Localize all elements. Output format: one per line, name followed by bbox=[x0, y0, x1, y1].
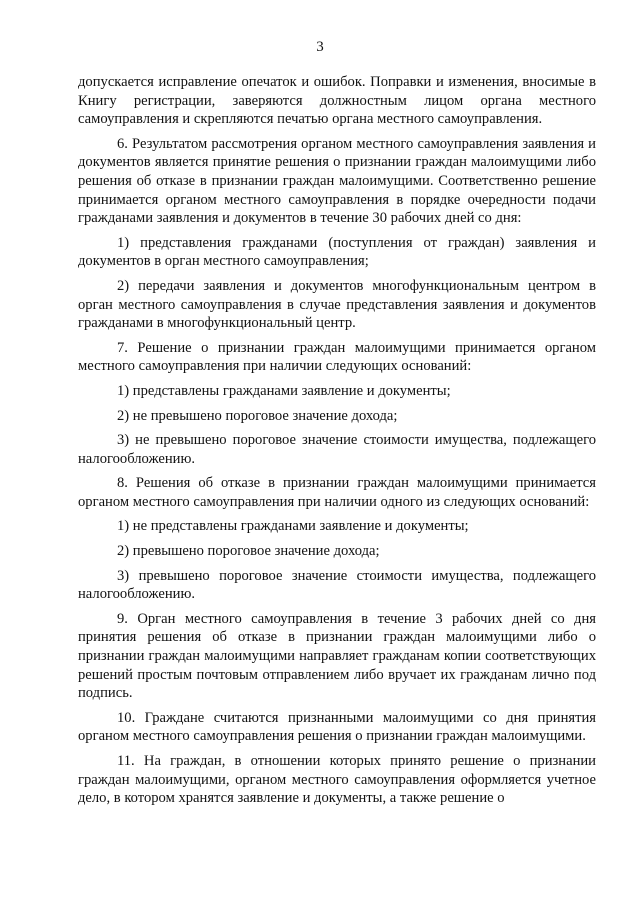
paragraph-item-6-sub-2: 2) передачи заявления и документов многофункциональным центром в орган местного самоуправления в случае представления заявления и документов гражданами в многофункциональный центр. bbox=[78, 277, 596, 332]
document-body bbox=[78, 73, 596, 814]
paragraph-item-6: 6. Результатом рассмотрения органом местного самоуправления заявления и документов является принятие решения о признании граждан малоимущими либо решения об отказе в признании граждан малоимущими. Соответственно решение принимается органом местного самоуправления в порядке очередности подачи гражданами заявления и документов в течение 30 рабочих дней со дня: bbox=[78, 135, 596, 227]
paragraph-item-7-sub-2: 2) не превышено пороговое значение дохода; bbox=[117, 407, 398, 424]
paragraph-item-10: 10. Граждане считаются признанными малоимущими со дня принятия органом местного самоуправления решения о признании граждан малоимущими. bbox=[78, 709, 596, 745]
paragraph-item-7: 7. Решение о признании граждан малоимущими принимается органом местного самоуправления при наличии следующих оснований: bbox=[78, 339, 596, 375]
paragraph-item-8-sub-1: 1) не представлены гражданами заявление и документы; bbox=[117, 518, 469, 535]
paragraph-item-8: 8. Решения об отказе в признании граждан малоимущими принимается органом местного самоуправления при наличии одного из следующих оснований: bbox=[78, 475, 596, 510]
page-number: 3 bbox=[316, 39, 324, 55]
paragraph-item-8-sub-2: 2) превышено пороговое значение дохода; bbox=[117, 543, 380, 560]
paragraph-continuation: допускается исправление опечаток и ошибок. Поправки и изменения, вносимые в Книгу регистрации, заверяются должностным лицом органа местного самоуправления и скрепляются печатью органа местного самоуправления. bbox=[78, 74, 596, 128]
paragraph-item-8-sub-3: 3) превышено пороговое значение стоимости имущества, подлежащего налогообложению. bbox=[78, 567, 596, 603]
paragraph-item-11: 11. На граждан, в отношении которых принято решение о признании граждан малоимущими, органом местного самоуправления оформляется учетное дело, в котором хранятся заявление и документы, а также решение о bbox=[78, 753, 596, 807]
paragraph-item-7-sub-3: 3) не превышено пороговое значение стоимости имущества, подлежащего налогообложению. bbox=[78, 432, 596, 467]
paragraph-item-9: 9. Орган местного самоуправления в течение 3 рабочих дней со дня принятия решения об отказе в признании граждан малоимущими либо о признании граждан малоимущими направляет гражданам копии соответствующих решений простым почтовым отправлением либо вручает их гражданам лично под подпись. bbox=[78, 610, 596, 702]
paragraph-item-7-sub-1: 1) представлены гражданами заявление и документы; bbox=[117, 382, 451, 399]
paragraph-item-6-sub-1: 1) представления гражданами (поступления от граждан) заявления и документов в орган местного самоуправления; bbox=[78, 234, 596, 270]
